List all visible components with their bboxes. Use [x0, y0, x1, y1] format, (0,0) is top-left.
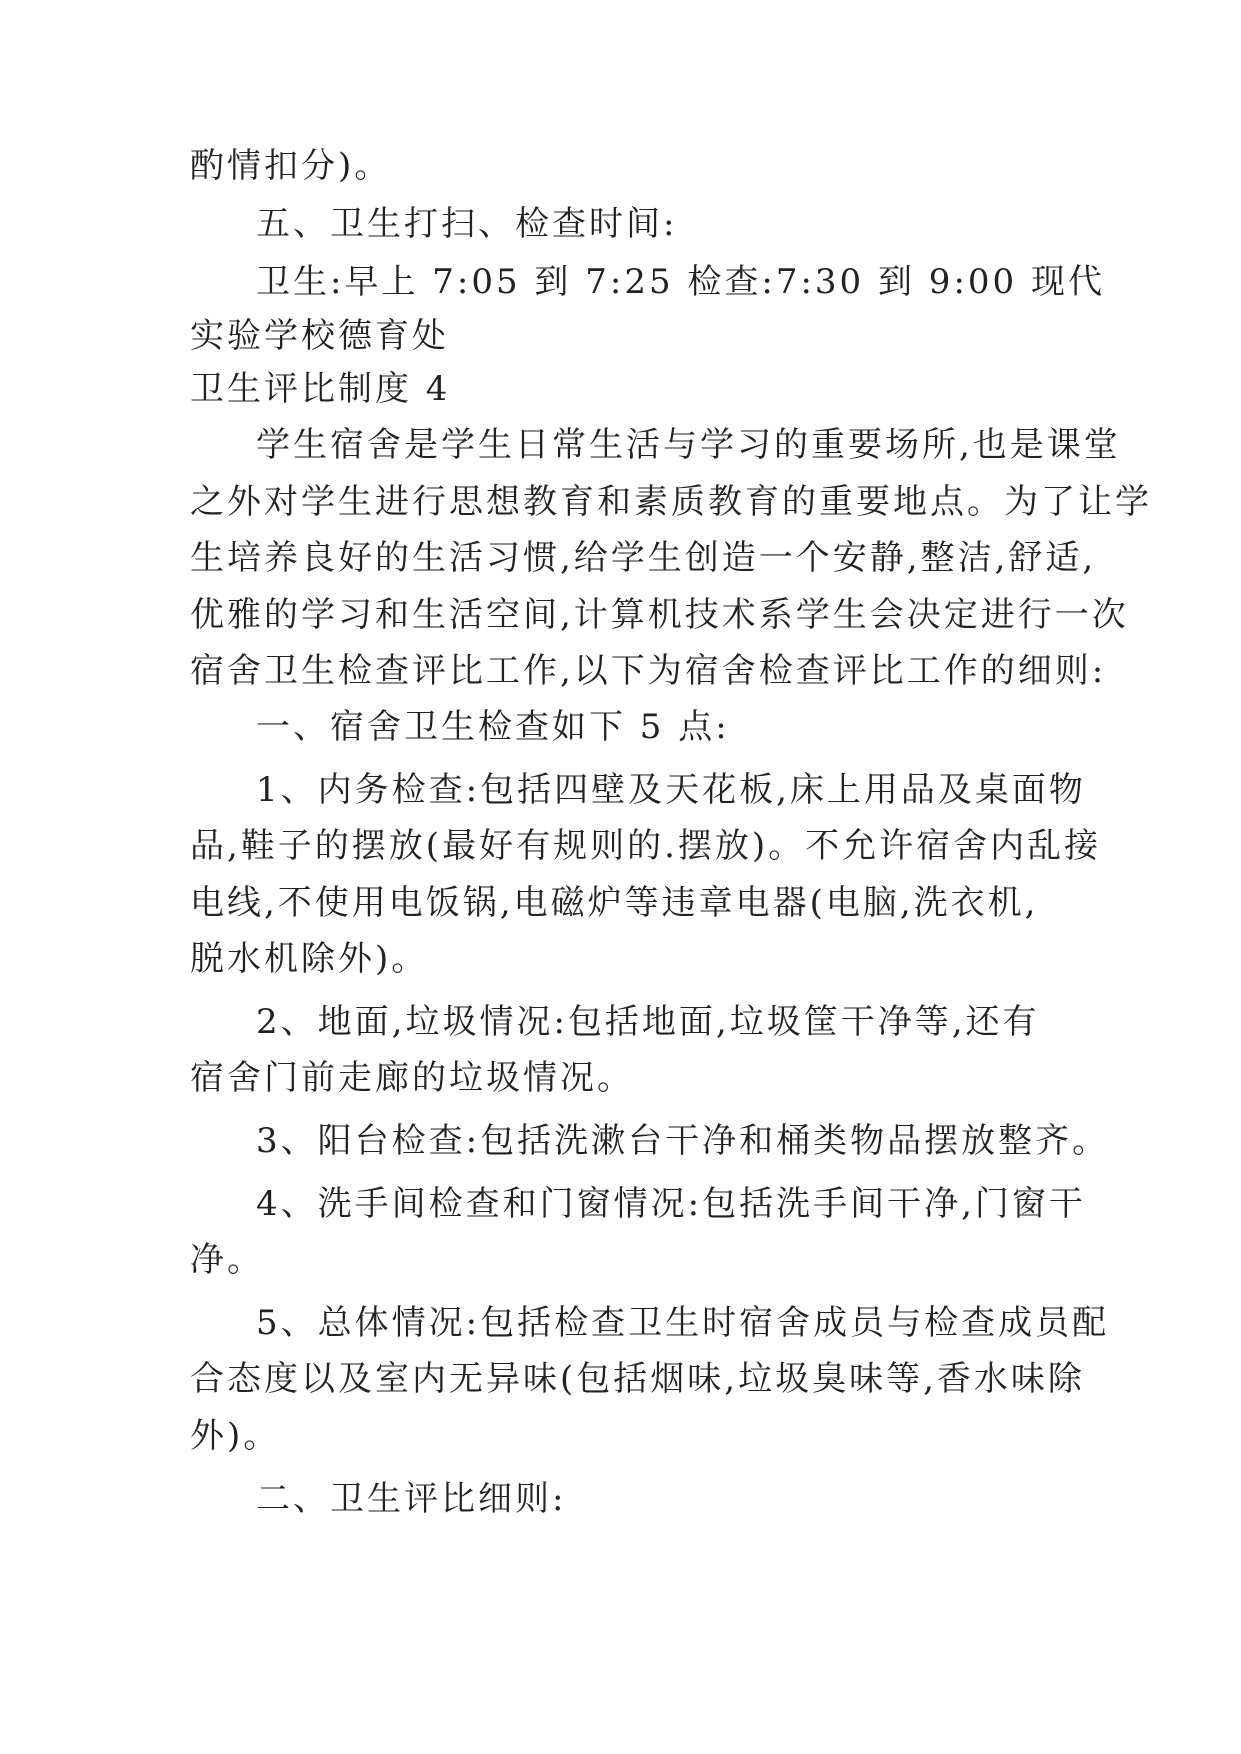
list-item-4-line: 净。	[190, 1240, 264, 1280]
paragraph-line: 之外对学生进行思想教育和素质教育的重要地点。为了让学	[190, 482, 1152, 522]
section-heading-five: 五、卫生打扫、检查时间:	[256, 204, 678, 244]
section-heading-two: 二、卫生评比细则:	[256, 1479, 567, 1519]
list-item-4-line: 4、洗手间检查和门窗情况:包括洗手间干净,门窗干	[256, 1184, 1086, 1224]
list-item-2-line: 宿舍门前走廊的垃圾情况。	[190, 1058, 634, 1098]
paragraph-line: 生培养良好的生活习惯,给学生创造一个安静,整洁,舒适,	[190, 538, 1097, 578]
paragraph-line: 宿舍卫生检查评比工作,以下为宿舍检查评比工作的细则:	[190, 651, 1107, 691]
list-item-1-line: 品,鞋子的摆放(最好有规则的.摆放)。不允许宿舍内乱接	[190, 826, 1102, 866]
paragraph-line: 酌情扣分)。	[190, 146, 392, 186]
paragraph-line: 实验学校德育处	[190, 316, 449, 356]
list-item-5-line: 5、总体情况:包括检查卫生时宿舍成员与检查成员配	[256, 1303, 1110, 1343]
list-item-1-line: 脱水机除外)。	[190, 939, 429, 979]
document-title: 卫生评比制度 4	[190, 369, 451, 409]
list-item-1-line: 1、内务检查:包括四壁及天花板,床上用品及桌面物	[256, 770, 1086, 810]
section-heading-one: 一、宿舍卫生检查如下 5 点:	[256, 707, 730, 747]
list-item-5-line: 外)。	[190, 1416, 281, 1456]
list-item-2-line: 2、地面,垃圾情况:包括地面,垃圾筐干净等,还有	[256, 1002, 1040, 1042]
list-item-3-line: 3、阳台检查:包括洗漱台干净和桶类物品摆放整齐。	[256, 1121, 1110, 1161]
list-item-5-line: 合态度以及室内无异味(包括烟味,垃圾臭味等,香水味除	[190, 1359, 1085, 1399]
paragraph-line: 学生宿舍是学生日常生活与学习的重要场所,也是课堂	[256, 425, 1121, 465]
paragraph-line: 优雅的学习和生活空间,计算机技术系学生会决定进行一次	[190, 595, 1129, 635]
list-item-1-line: 电线,不使用电饭锅,电磁炉等违章电器(电脑,洗衣机,	[190, 883, 1039, 923]
paragraph-line: 卫生:早上 7:05 到 7:25 检查:7:30 到 9:00 现代	[256, 262, 1105, 302]
